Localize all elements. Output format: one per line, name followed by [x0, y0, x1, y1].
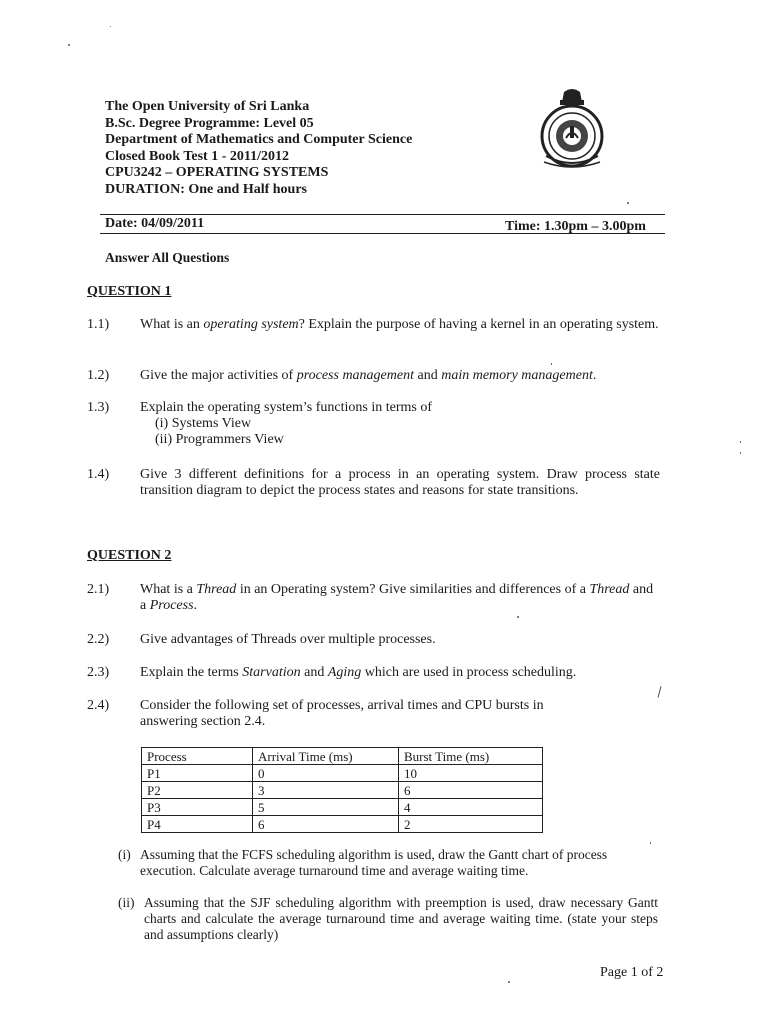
university-name: The Open University of Sri Lanka	[105, 99, 310, 114]
exam-date: Date: 04/09/2011	[105, 216, 205, 231]
scan-speck	[551, 363, 552, 365]
table-header-cell: Burst Time (ms)	[399, 748, 543, 765]
question-text: Give 3 different definitions for a process in an operating system. Draw process state transition diagram to depict the process states and reasons for state transitions.	[140, 467, 660, 498]
question-text: What is a Thread in an Operating system? Give similarities and differences of a Thread and a Process.	[140, 582, 654, 613]
scan-speck	[110, 26, 111, 27]
table-row	[142, 799, 543, 816]
question-number: 1.4)	[87, 467, 110, 482]
question-text: Give the major activities of process management and main memory management.	[140, 368, 597, 383]
table-header-cell: Arrival Time (ms)	[253, 748, 399, 765]
question-number: 2.1)	[87, 582, 110, 597]
course-code: CPU3242 – OPERATING SYSTEMS	[105, 165, 329, 181]
instructions: Answer All Questions	[105, 250, 230, 265]
question-1-heading: QUESTION 1	[87, 284, 172, 299]
table-cell: 4	[399, 799, 543, 816]
question-text: Explain the operating system’s functions in terms of (i) Systems View (ii) Programmers View	[140, 400, 660, 448]
table-row	[142, 782, 543, 799]
part-label: (i)	[118, 847, 131, 862]
part-text: Assuming that the SJF scheduling algorithm with preemption is used, draw necessary Gantt charts and calculate the average turnaround time and average waiting time. (state your steps and assumptions clearly)	[144, 895, 658, 942]
table-cell: 6	[253, 816, 399, 833]
department: Department of Mathematics and Computer Science	[105, 132, 413, 148]
table-header-cell: Process	[142, 748, 253, 765]
part-label: (ii)	[118, 895, 135, 910]
header-rule-bottom	[100, 233, 665, 234]
scan-speck	[517, 616, 519, 618]
exam-header	[105, 99, 525, 199]
test-title: Closed Book Test 1 - 2011/2012	[105, 148, 289, 164]
question-number: 1.2)	[87, 368, 110, 383]
sub-item-programmers-view: (ii) Programmers View	[155, 432, 284, 447]
exam-time: Time: 1.30pm – 3.00pm	[505, 219, 646, 234]
question-number: 1.3)	[87, 400, 110, 415]
question-number: 2.2)	[87, 632, 110, 647]
question-2-4-part-ii	[118, 895, 658, 943]
table-cell: 5	[253, 799, 399, 816]
table-cell: 3	[253, 782, 399, 799]
scan-speck	[68, 44, 70, 46]
table-header-row	[142, 748, 543, 765]
table-cell: P4	[142, 816, 253, 833]
degree-programme: B.Sc. Degree Programme: Level 05	[105, 115, 314, 131]
question-text: Explain the terms Starvation and Aging which are used in process scheduling.	[140, 665, 577, 680]
header-rule-top	[100, 214, 665, 215]
table-cell: 0	[253, 765, 399, 782]
question-number: 1.1)	[87, 317, 110, 332]
table-cell: P1	[142, 765, 253, 782]
university-crest-icon	[536, 86, 608, 168]
table-row	[142, 765, 543, 782]
sub-item-systems-view: (i) Systems View	[155, 416, 252, 431]
table-cell: 10	[399, 765, 543, 782]
scan-speck	[650, 842, 651, 844]
table-cell: 6	[399, 782, 543, 799]
question-text: What is an operating system? Explain the purpose of having a kernel in an operating system.	[140, 317, 659, 332]
table-cell: P2	[142, 782, 253, 799]
question-number: 2.4)	[87, 698, 110, 713]
question-text: Consider the following set of processes, arrival times and CPU bursts in answering section 2.4.	[140, 698, 544, 729]
scan-speck	[508, 981, 510, 983]
part-text: Assuming that the FCFS scheduling algorithm is used, draw the Gantt chart of process execution. Calculate average turnaround time and average waiting time.	[140, 847, 608, 878]
scan-speck	[740, 452, 741, 454]
process-table	[141, 747, 543, 833]
scan-speck	[657, 686, 661, 698]
scan-speck	[627, 202, 629, 204]
table-row	[142, 816, 543, 833]
scan-speck	[740, 441, 741, 443]
page-number: Page 1 of 2	[600, 965, 664, 980]
question-2-heading: QUESTION 2	[87, 548, 172, 563]
question-number: 2.3)	[87, 665, 110, 680]
question-2-4-part-i	[118, 847, 658, 879]
question-text: Give advantages of Threads over multiple processes.	[140, 632, 436, 647]
duration: DURATION: One and Half hours	[105, 181, 307, 197]
table-cell: 2	[399, 816, 543, 833]
table-cell: P3	[142, 799, 253, 816]
